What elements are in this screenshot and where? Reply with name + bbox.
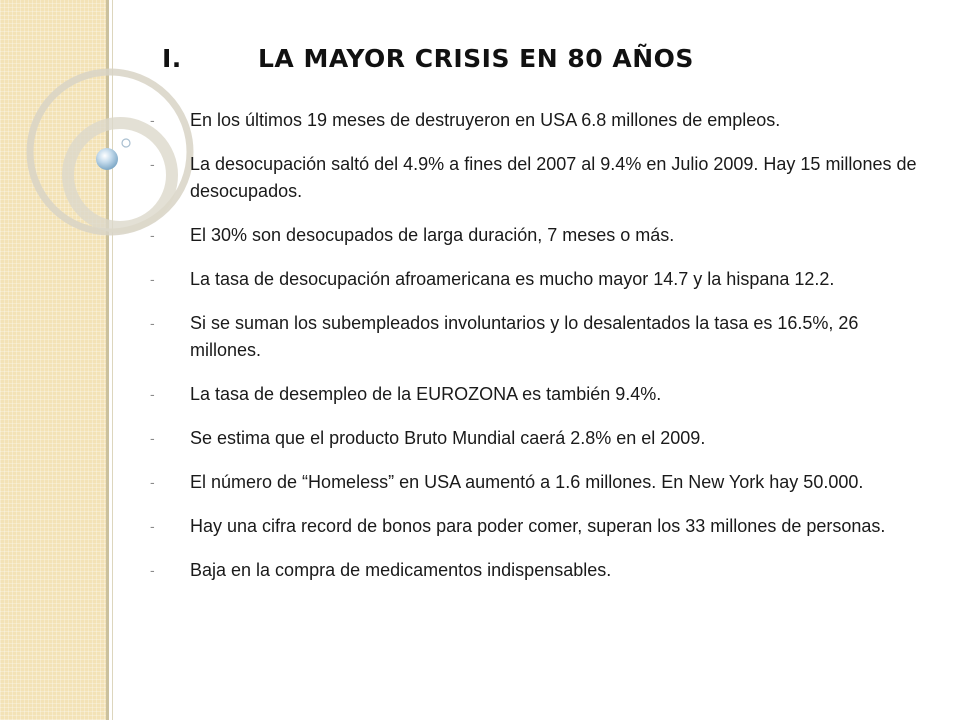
bullet-item [150, 381, 920, 408]
slide-title [162, 44, 694, 73]
bullet-marker: - [150, 562, 155, 578]
bullet-text: El número de “Homeless” en USA aumentó a 1.6 millones. En New York hay 50.000. [190, 472, 864, 492]
bullet-text: La desocupación saltó del 4.9% a fines del 2007 al 9.4% en Julio 2009. Hay 15 millones de desocupados. [190, 154, 917, 201]
title-text: LA MAYOR CRISIS EN 80 AÑOS [258, 44, 694, 73]
bullet-item [150, 222, 920, 249]
bullet-item [150, 107, 920, 134]
bullet-item [150, 310, 920, 364]
bullet-text: La tasa de desempleo de la EUROZONA es también 9.4%. [190, 384, 662, 404]
bullet-marker: - [150, 112, 155, 128]
bullet-marker: - [150, 430, 155, 446]
bullet-item [150, 513, 920, 540]
bullet-text: Hay una cifra record de bonos para poder comer, superan los 33 millones de personas. [190, 516, 886, 536]
bullet-item [150, 425, 920, 452]
bullet-text: El 30% son desocupados de larga duración, 7 meses o más. [190, 225, 675, 245]
bullet-list [150, 107, 920, 601]
bullet-item [150, 266, 920, 293]
bullet-item [150, 469, 920, 496]
bullet-text: Se estima que el producto Bruto Mundial caerá 2.8% en el 2009. [190, 428, 706, 448]
bullet-item [150, 151, 920, 205]
bullet-marker: - [150, 518, 155, 534]
bullet-text: La tasa de desocupación afroamericana es mucho mayor 14.7 y la hispana 12.2. [190, 269, 835, 289]
bullet-marker: - [150, 271, 155, 287]
bullet-text: Si se suman los subempleados involuntarios y lo desalentados la tasa es 16.5%, 26 millones. [190, 313, 859, 360]
bullet-marker: - [150, 156, 155, 172]
bullet-marker: - [150, 474, 155, 490]
bullet-marker: - [150, 227, 155, 243]
bullet-marker: - [150, 386, 155, 402]
bullet-item [150, 557, 920, 584]
bullet-text: En los últimos 19 meses de destruyeron en USA 6.8 millones de empleos. [190, 110, 781, 130]
bullet-marker: - [150, 315, 155, 331]
small-ring-decoration [122, 139, 130, 147]
title-number: I. [162, 44, 182, 73]
blue-dot-decoration [96, 148, 118, 170]
bullet-text: Baja en la compra de medicamentos indispensables. [190, 560, 612, 580]
